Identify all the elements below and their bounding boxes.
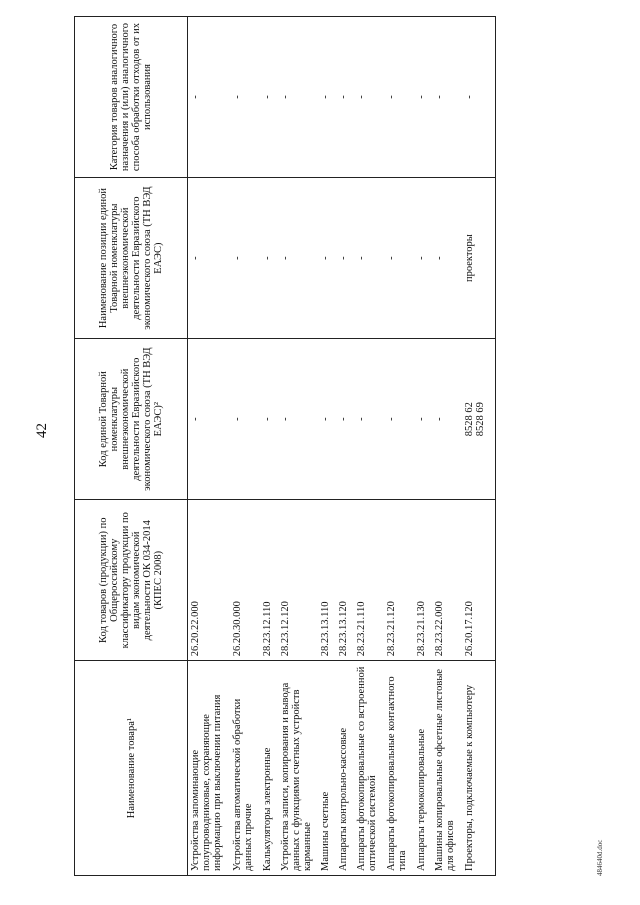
- okpd-code-cell: 26.20.17.120: [462, 500, 496, 661]
- table-row: [354, 17, 384, 876]
- table-row: [384, 17, 414, 876]
- tnved-name-cell: -: [278, 178, 318, 339]
- tnved-name-cell: -: [414, 178, 432, 339]
- tnved-code-cell: [278, 339, 318, 500]
- table-row: [336, 17, 354, 876]
- tnved-name-cell: -: [336, 178, 354, 339]
- product-name-cell: Устройства записи, копирования и вывода данных с функциями счетных устройств карманные: [278, 661, 318, 876]
- category-cell: -: [230, 17, 260, 178]
- tnved-name-cell: проекторы: [462, 178, 496, 339]
- header-tnved-name: Наименование позиции единой Товарной номенклатуры внешнеэкономической деятельности Евразийского экономического союза (ТН ВЭД ЕАЭС): [75, 178, 188, 339]
- product-name-cell: Устройства автоматической обработки данных прочие: [230, 661, 260, 876]
- table-body: [188, 17, 496, 876]
- product-name-cell: Аппараты фотокопировальные контактного типа: [384, 661, 414, 876]
- product-name-cell: Калькуляторы электронные: [260, 661, 278, 876]
- tnved-code-line: -: [261, 417, 273, 421]
- table-row: [462, 17, 496, 876]
- okpd-code-cell: 28.23.22.000: [432, 500, 462, 661]
- tnved-name-cell: -: [188, 178, 230, 339]
- tnved-code-cell: [414, 339, 432, 500]
- okpd-code-cell: 28.23.13.120: [336, 500, 354, 661]
- tnved-code-cell: [230, 339, 260, 500]
- table-row: [260, 17, 278, 876]
- okpd-code-cell: 28.23.13.110: [318, 500, 336, 661]
- header-okpd-code: Код товаров (продукции) по Общероссийскому классификатору продукции по видам экономической деятельности ОК 034-2014 (КПЕС 2008): [75, 500, 188, 661]
- tnved-name-cell: -: [230, 178, 260, 339]
- product-name-cell: Устройства запоминающие полупроводниковые, сохраняющие информацию при выключении питания: [188, 661, 230, 876]
- tnved-code-line: -: [433, 417, 445, 421]
- category-cell: -: [336, 17, 354, 178]
- okpd-code-cell: 28.23.21.130: [414, 500, 432, 661]
- table-row: [318, 17, 336, 876]
- tnved-name-cell: -: [260, 178, 278, 339]
- header-product-name: Наименование товара¹: [75, 661, 188, 876]
- category-cell: -: [384, 17, 414, 178]
- okpd-code-cell: 28.23.12.110: [260, 500, 278, 661]
- tnved-code-cell: [260, 339, 278, 500]
- header-tnved-code: Код единой Товарной номенклатуры внешнеэкономической деятельности Евразийского экономического союза (ТН ВЭД ЕАЭС)²: [75, 339, 188, 500]
- product-name-cell: Проекторы, подключаемые к компьютеру: [462, 661, 496, 876]
- category-cell: -: [318, 17, 336, 178]
- okpd-code-cell: 26.20.22.000: [188, 500, 230, 661]
- tnved-code-line: -: [231, 417, 243, 421]
- okpd-code-cell: 28.23.21.110: [354, 500, 384, 661]
- okpd-code-cell: 28.23.21.120: [384, 500, 414, 661]
- header-category: Категория товаров аналогичного назначения и (или) аналогичного способа обработки отходов от их использования: [75, 17, 188, 178]
- okpd-code-cell: 26.20.30.000: [230, 500, 260, 661]
- category-cell: -: [432, 17, 462, 178]
- document-code: 484640d.doc: [596, 839, 604, 876]
- goods-table: [74, 16, 496, 876]
- tnved-code-cell: [432, 339, 462, 500]
- tnved-name-cell: -: [384, 178, 414, 339]
- tnved-name-cell: -: [354, 178, 384, 339]
- table-row: [230, 17, 260, 876]
- tnved-code-line: 8528 62: [463, 402, 475, 437]
- goods-table-rotated: [74, 16, 486, 876]
- table-row: [278, 17, 318, 876]
- tnved-code-line: -: [319, 417, 331, 421]
- tnved-code-cell: [384, 339, 414, 500]
- tnved-code-line: 8528 69: [474, 402, 486, 437]
- product-name-cell: Аппараты термокопировальные: [414, 661, 432, 876]
- product-name-cell: Аппараты фотокопировальные со встроенной оптической системой: [354, 661, 384, 876]
- category-cell: -: [462, 17, 496, 178]
- product-name-cell: Аппараты контрольно-кассовые: [336, 661, 354, 876]
- okpd-code-cell: 28.23.12.120: [278, 500, 318, 661]
- tnved-code-cell: [188, 339, 230, 500]
- product-name-cell: Машины счетные: [318, 661, 336, 876]
- tnved-code-line: -: [279, 417, 291, 421]
- table-row: [188, 17, 230, 876]
- table-header-row: [75, 17, 188, 876]
- category-cell: -: [414, 17, 432, 178]
- category-cell: -: [278, 17, 318, 178]
- tnved-code-cell: [336, 339, 354, 500]
- table-row: [414, 17, 432, 876]
- table-row: [432, 17, 462, 876]
- product-name-cell: Машины копировальные офсетные листовые для офисов: [432, 661, 462, 876]
- category-cell: -: [354, 17, 384, 178]
- tnved-name-cell: -: [318, 178, 336, 339]
- tnved-code-line: -: [415, 417, 427, 421]
- tnved-name-cell: -: [432, 178, 462, 339]
- tnved-code-line: -: [355, 417, 367, 421]
- category-cell: -: [188, 17, 230, 178]
- tnved-code-cell: [318, 339, 336, 500]
- tnved-code-cell: [354, 339, 384, 500]
- tnved-code-line: -: [190, 417, 201, 421]
- tnved-code-line: -: [385, 417, 397, 421]
- tnved-code-line: -: [337, 417, 349, 421]
- page-number: 42: [34, 423, 50, 438]
- tnved-code-cell: [462, 339, 496, 500]
- category-cell: -: [260, 17, 278, 178]
